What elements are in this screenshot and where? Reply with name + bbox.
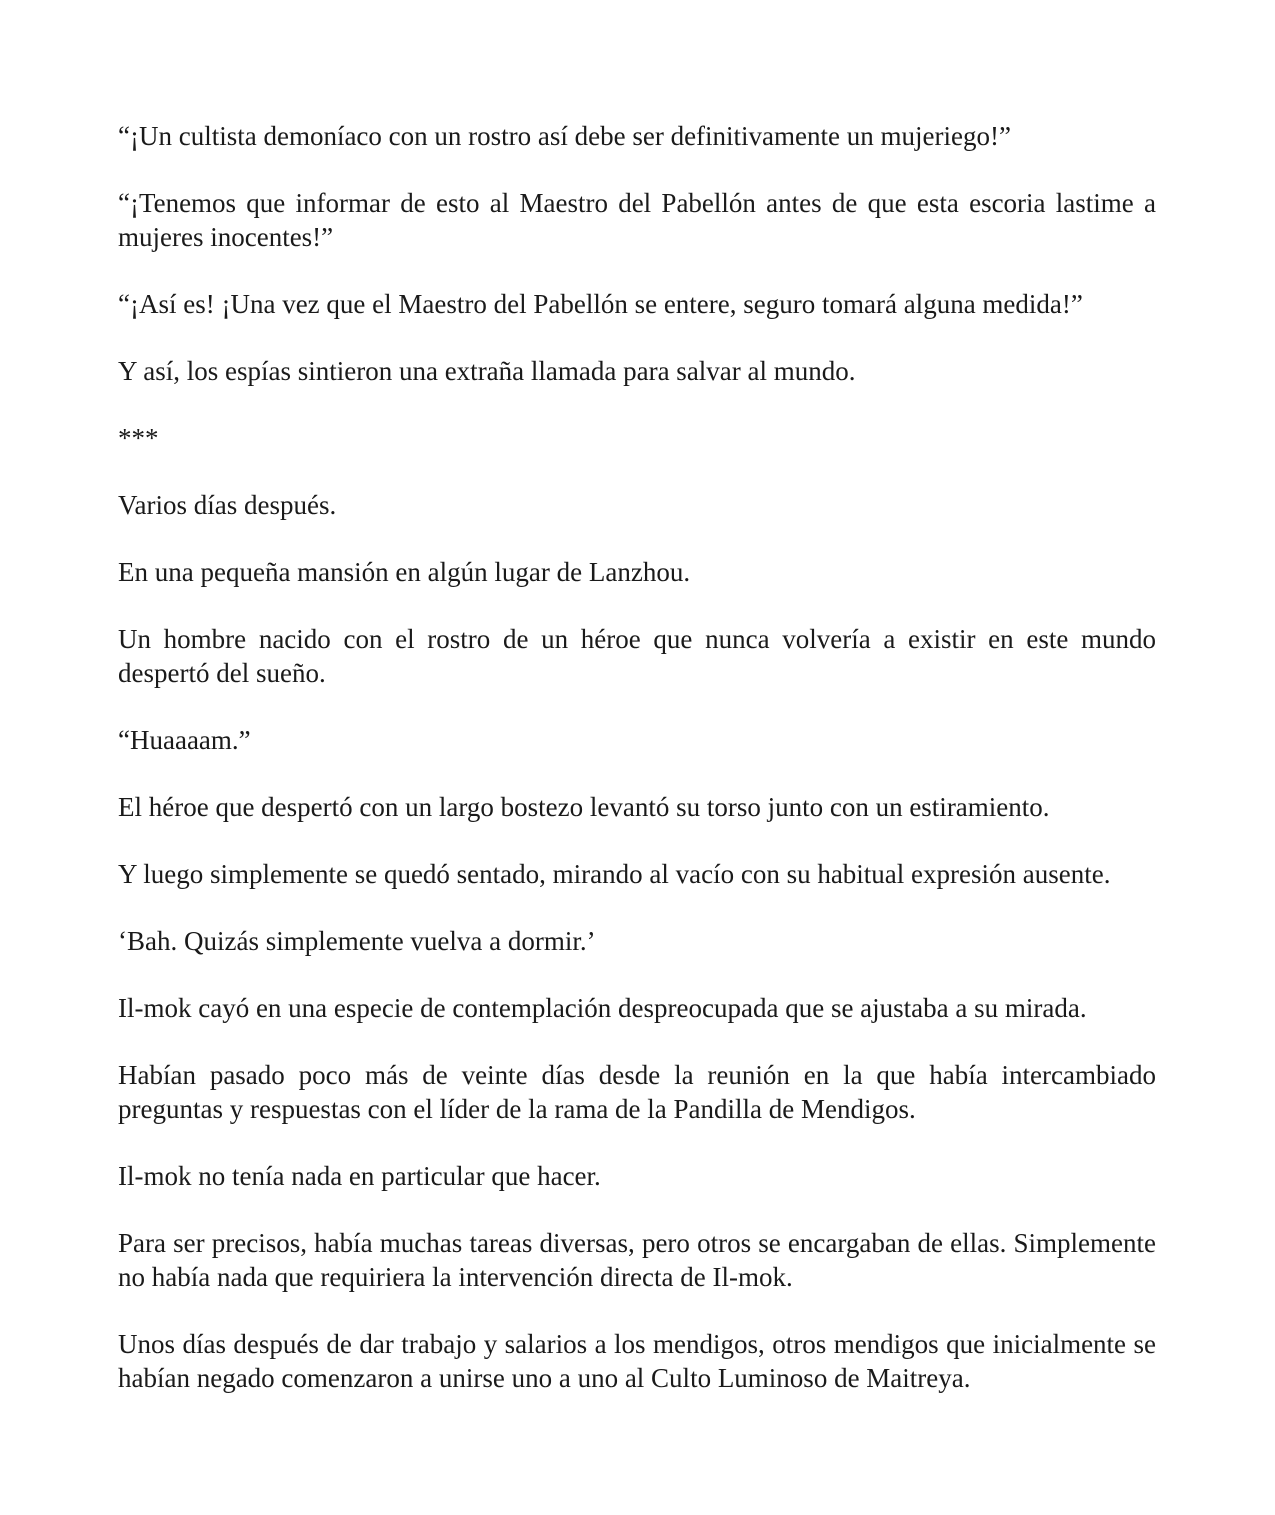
paragraph: El héroe que despertó con un largo bostezo levantó su torso junto con un estiramiento. <box>118 792 1050 822</box>
paragraph: ‘Bah. Quizás simplemente vuelva a dormir.’ <box>118 926 596 956</box>
paragraph: Un hombre nacido con el rostro de un héroe que nunca volvería a existir en este mundo despertó del sueño. <box>118 624 1156 688</box>
paragraph: Para ser precisos, había muchas tareas diversas, pero otros se encargaban de ellas. Simplemente no había nada que requiriera la intervención directa de Il-mok. <box>118 1228 1156 1292</box>
paragraph: “¡Un cultista demoníaco con un rostro así debe ser definitivamente un mujeriego!” <box>118 121 1011 151</box>
paragraph: Y así, los espías sintieron una extraña llamada para salvar al mundo. <box>118 356 856 386</box>
paragraph: “¡Así es! ¡Una vez que el Maestro del Pabellón se entere, seguro tomará alguna medida!” <box>118 289 1083 319</box>
scene-break: *** <box>118 423 159 453</box>
paragraph: Y luego simplemente se quedó sentado, mirando al vacío con su habitual expresión ausente. <box>118 859 1111 889</box>
paragraph: “¡Tenemos que informar de esto al Maestro del Pabellón antes de que esta escoria lastime a mujeres inocentes!” <box>118 188 1156 252</box>
paragraph: Il-mok no tenía nada en particular que hacer. <box>118 1161 601 1191</box>
document-page <box>118 119 1156 1428</box>
paragraph: Habían pasado poco más de veinte días desde la reunión en la que había intercambiado preguntas y respuestas con el líder de la rama de la Pandilla de Mendigos. <box>118 1060 1156 1124</box>
paragraph: Varios días después. <box>118 490 337 520</box>
paragraph: Il-mok cayó en una especie de contemplación despreocupada que se ajustaba a su mirada. <box>118 993 1087 1023</box>
paragraph: En una pequeña mansión en algún lugar de Lanzhou. <box>118 557 691 587</box>
paragraph: Unos días después de dar trabajo y salarios a los mendigos, otros mendigos que inicialmente se habían negado comenzaron a unirse uno a uno al Culto Luminoso de Maitreya. <box>118 1329 1156 1393</box>
paragraph: “Huaaaam.” <box>118 725 251 755</box>
